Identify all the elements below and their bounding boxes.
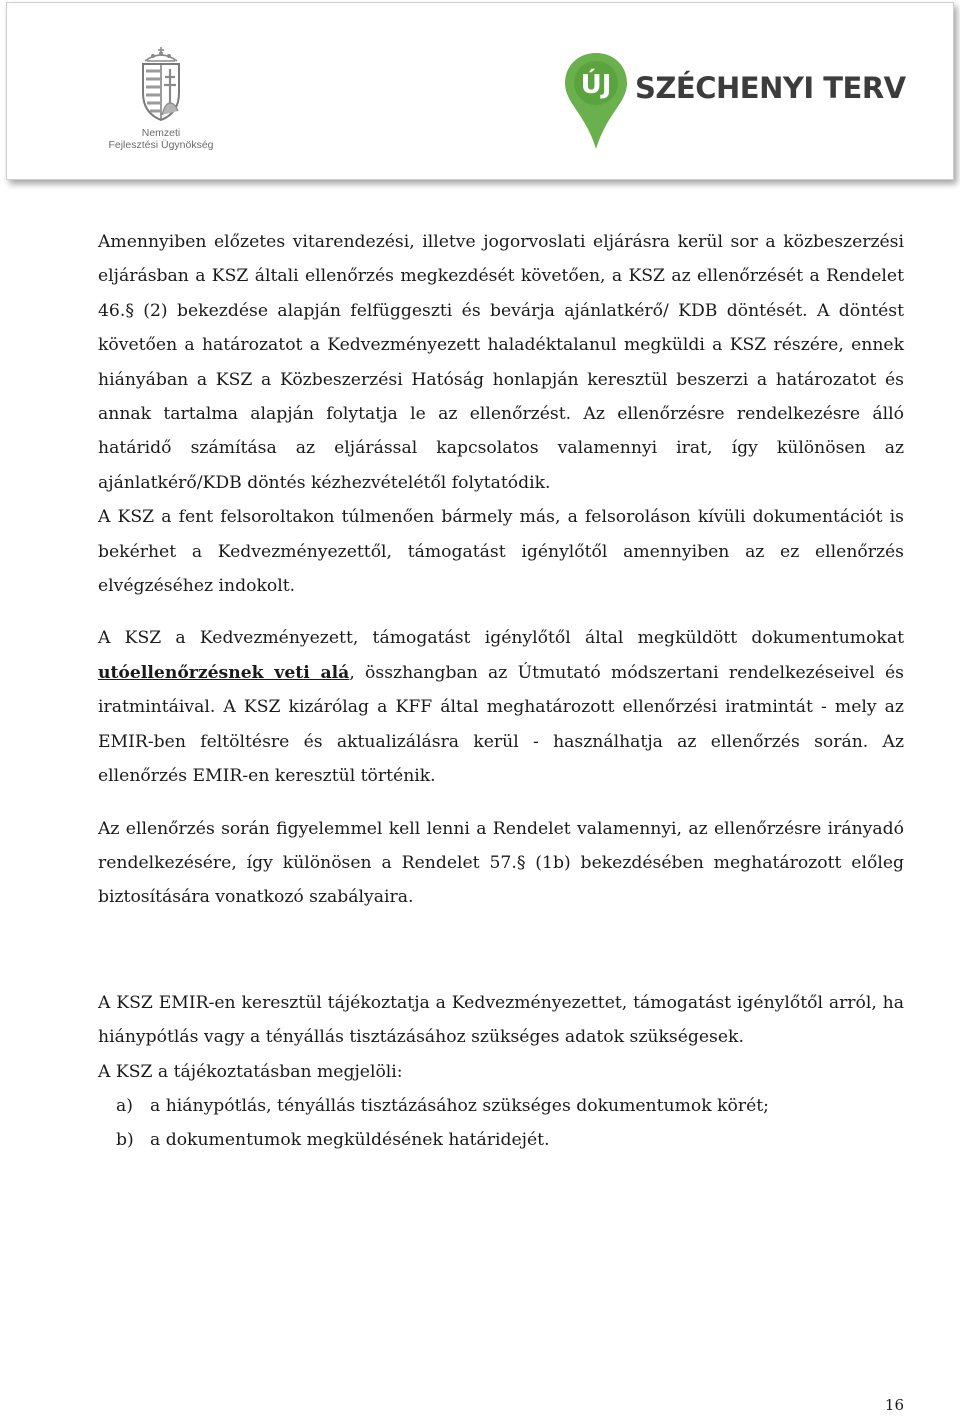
paragraph-4: A KSZ EMIR-en keresztül tájékoztatja a Kedvezményezettet, támogatást igénylőtől arról, ha hiánypótlás vagy a tényállás tisztázásához szükséges adatok szükségesek. xyxy=(98,992,904,1048)
map-pin-icon xyxy=(563,51,629,151)
paragraph-3: Az ellenőrzés során figyelemmel kell lenni a Rendelet valamennyi, az ellenőrzésre irányadó rendelkezésére, így különösen a Rendelet 57.§ (1b) bekezdésében meghatározott előleg biztosítására vonatkozó szabályaira. xyxy=(98,818,904,908)
szt-badge-text: ÚJ xyxy=(580,70,612,100)
paragraph-5: A KSZ a tájékoztatásban megjelöli: xyxy=(98,1061,403,1082)
hungarian-coat-of-arms-icon xyxy=(101,41,221,125)
list-marker: b) xyxy=(116,1130,134,1151)
list-item-text: a dokumentumok megküldésének határidejét. xyxy=(150,1130,550,1151)
paragraph-1a: Amennyiben előzetes vitarendezési, illetve jogorvoslati eljárásra kerül sor a közbeszerzési eljárásban a KSZ általi ellenőrzés megkezdését követően, a KSZ az ellenőrzését a Rendelet 46.§ (2) bekezdése alapján felfüggeszti és bevárja ajánlatkérő/ KDB döntését. A döntést követően a határozatot a Kedvezményezett haladéktalanul megküldi a KSZ részére, ennek hiányában a KSZ a Közbeszerzési Hatóság honlapján keresztül beszerzi a határozatot és annak tartalma alapján folytatja le az ellenőrzést. Az ellenőrzésre rendelkezésre álló határidő számítása az eljárással kapcsolatos valamennyi irat, így különösen az ajánlatkérő/KDB döntés kézhezvételétől folytatódik. xyxy=(98,232,904,493)
list-item-text: a hiánypótlás, tényállás tisztázásához szükséges dokumentumok körét; xyxy=(150,1095,769,1116)
paragraph-2-pre: A KSZ a Kedvezményezett, támogatást igénylőtől által megküldött dokumentumokat xyxy=(98,628,904,649)
szechenyi-terv-logo xyxy=(563,51,906,155)
paragraph-1b: A KSZ a fent felsoroltakon túlmenően bármely más, a felsoroláson kívüli dokumentációt is bekérhet a Kedvezményezettől, támogatást igénylőtől amennyiben az ez ellenőrzés elvégzéséhez indokolt. xyxy=(98,507,904,597)
page-number: 16 xyxy=(884,1396,904,1414)
document-body xyxy=(98,225,904,1158)
paragraph-2-post: , összhangban az Útmutató módszertani rendelkezéseivel és iratmintáival. A KSZ kizárólag a KFF által meghatározott ellenőrzési iratmintát - mely az EMIR-ben feltöltésre és aktualizálásra kerül - használhatja az ellenőrzés során. Az ellenőrzés EMIR-en keresztül történik. xyxy=(98,662,904,787)
emphasized-term: utóellenőrzésnek veti alá xyxy=(98,662,350,683)
list-item xyxy=(98,1089,904,1123)
list-marker: a) xyxy=(116,1095,133,1116)
requirements-list xyxy=(98,1089,904,1158)
document-header xyxy=(6,2,954,180)
nfu-logo-line1: Nemzeti xyxy=(141,127,181,139)
nfu-logo xyxy=(101,41,221,153)
list-item xyxy=(98,1123,904,1157)
paragraph-2 xyxy=(98,621,904,793)
szt-logo-text: SZÉCHENYI TERV xyxy=(635,71,906,105)
nfu-logo-line2: Fejlesztési Ügynökség xyxy=(108,139,214,151)
